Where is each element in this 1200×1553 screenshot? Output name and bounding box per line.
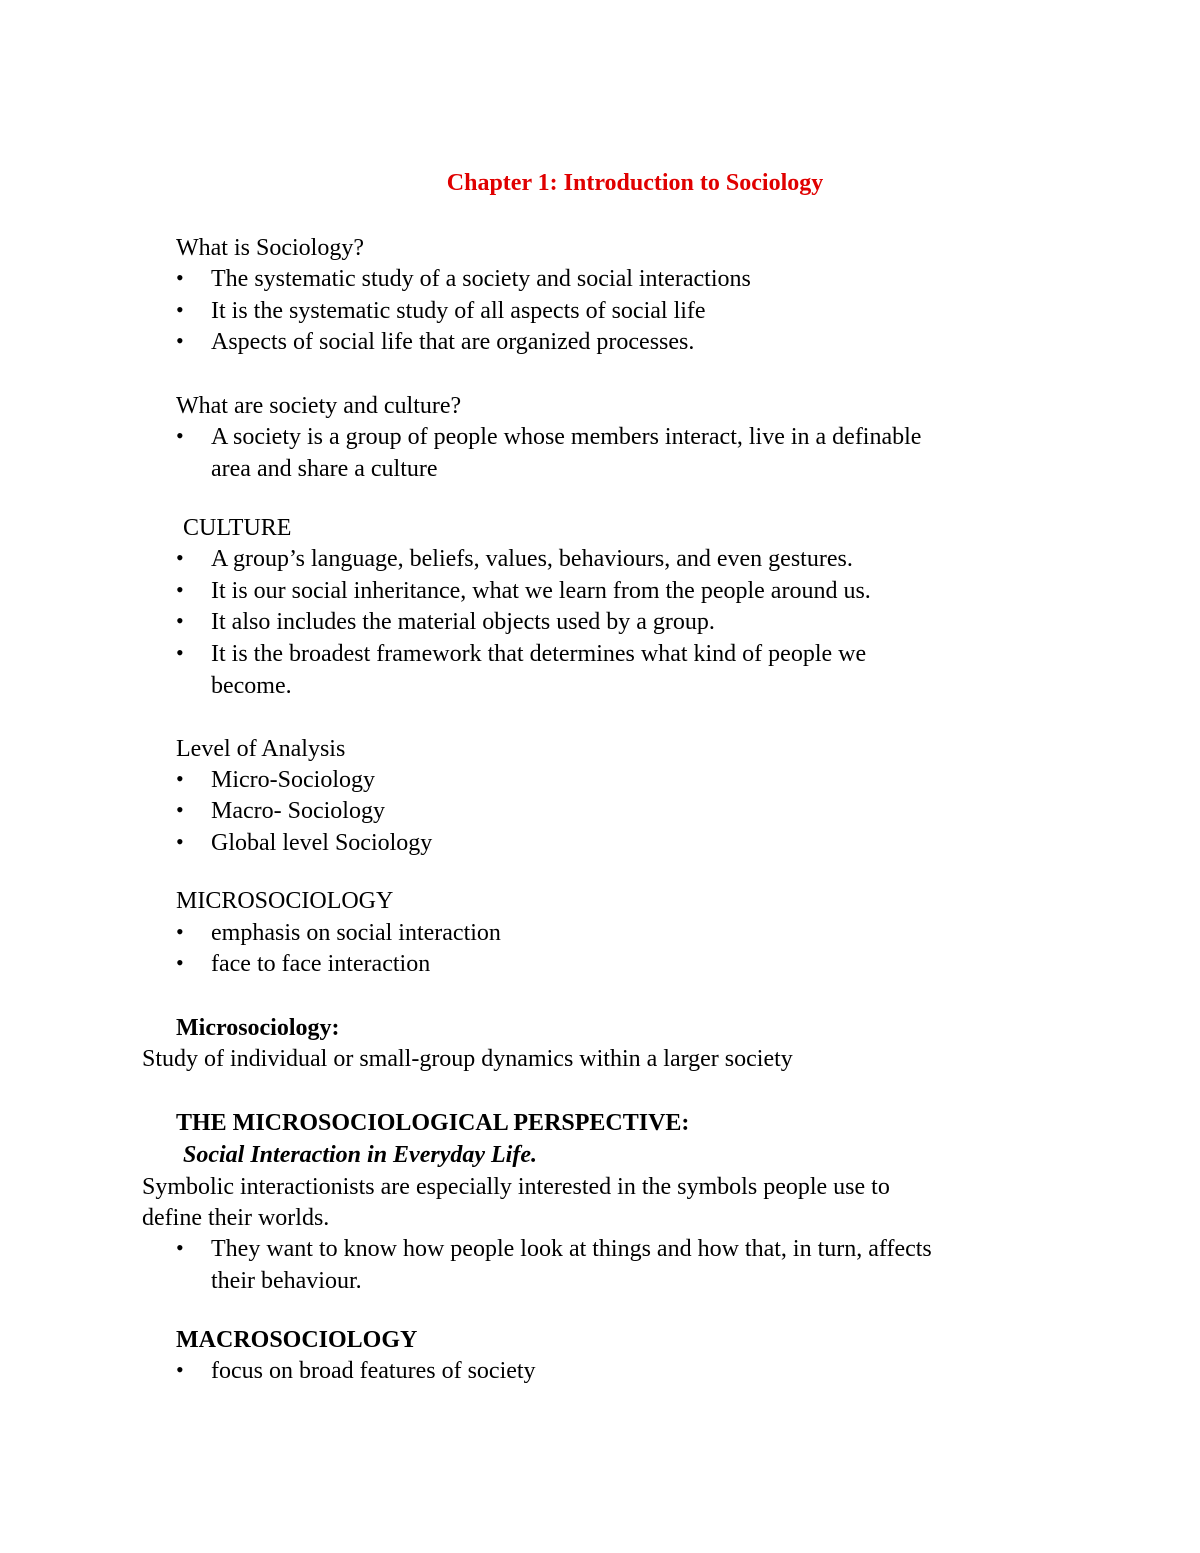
bullet-icon: •: [176, 797, 184, 822]
perspective-heading: THE MICROSOCIOLOGICAL PERSPECTIVE:: [176, 1110, 690, 1136]
bullet-icon: •: [176, 950, 184, 975]
bullet-icon: •: [176, 297, 184, 322]
list-item: Macro- Sociology: [211, 798, 385, 824]
list-item: focus on broad features of society: [211, 1358, 536, 1384]
list-item-line: A society is a group of people whose members interact, live in a definable: [211, 424, 922, 450]
bullet-icon: •: [176, 577, 184, 602]
bullet-icon: •: [176, 919, 184, 944]
list-item: It also includes the material objects used by a group.: [211, 609, 715, 635]
list-item-line: It is the broadest framework that determines what kind of people we: [211, 641, 867, 667]
list-item: emphasis on social interaction: [211, 920, 501, 946]
bullet-icon: •: [176, 640, 184, 665]
list-item: The systematic study of a society and social interactions: [211, 266, 751, 292]
list-item-line: They want to know how people look at things and how that, in turn, affects: [211, 1236, 932, 1262]
bullet-icon: •: [176, 608, 184, 633]
bullet-icon: •: [176, 328, 184, 353]
bullet-icon: •: [176, 1235, 184, 1260]
list-item: It is our social inheritance, what we learn from the people around us.: [211, 578, 871, 604]
section-heading-levels: Level of Analysis: [176, 736, 346, 762]
section-heading-micro: MICROSOCIOLOGY: [176, 888, 394, 914]
bullet-icon: •: [176, 1357, 184, 1382]
perspective-text-line: Symbolic interactionists are especially interested in the symbols people use to: [142, 1174, 890, 1200]
perspective-subheading: Social Interaction in Everyday Life.: [183, 1142, 537, 1168]
list-item: A group’s language, beliefs, values, behaviours, and even gestures.: [211, 546, 853, 572]
section-heading-culture: CULTURE: [183, 515, 292, 541]
bullet-icon: •: [176, 545, 184, 570]
list-item: Aspects of social life that are organized processes.: [211, 329, 695, 355]
perspective-text-line: define their worlds.: [142, 1205, 330, 1231]
bullet-icon: •: [176, 423, 184, 448]
list-item: face to face interaction: [211, 951, 431, 977]
list-item: It is the systematic study of all aspects of social life: [211, 298, 706, 324]
bullet-icon: •: [176, 766, 184, 791]
list-item: Micro-Sociology: [211, 767, 375, 793]
definition-text-micro: Study of individual or small-group dynamics within a larger society: [142, 1046, 793, 1072]
section-heading-sociology: What is Sociology?: [176, 235, 364, 261]
list-item-line: area and share a culture: [211, 456, 438, 482]
bullet-icon: •: [176, 265, 184, 290]
section-heading-society-culture: What are society and culture?: [176, 393, 462, 419]
list-item-line: their behaviour.: [211, 1268, 362, 1294]
list-item-line: become.: [211, 673, 292, 699]
definition-heading-micro: Microsociology:: [176, 1015, 340, 1041]
section-heading-macro: MACROSOCIOLOGY: [176, 1327, 418, 1353]
list-item: Global level Sociology: [211, 830, 433, 856]
chapter-title: Chapter 1: Introduction to Sociology: [446, 170, 824, 196]
bullet-icon: •: [176, 829, 184, 854]
